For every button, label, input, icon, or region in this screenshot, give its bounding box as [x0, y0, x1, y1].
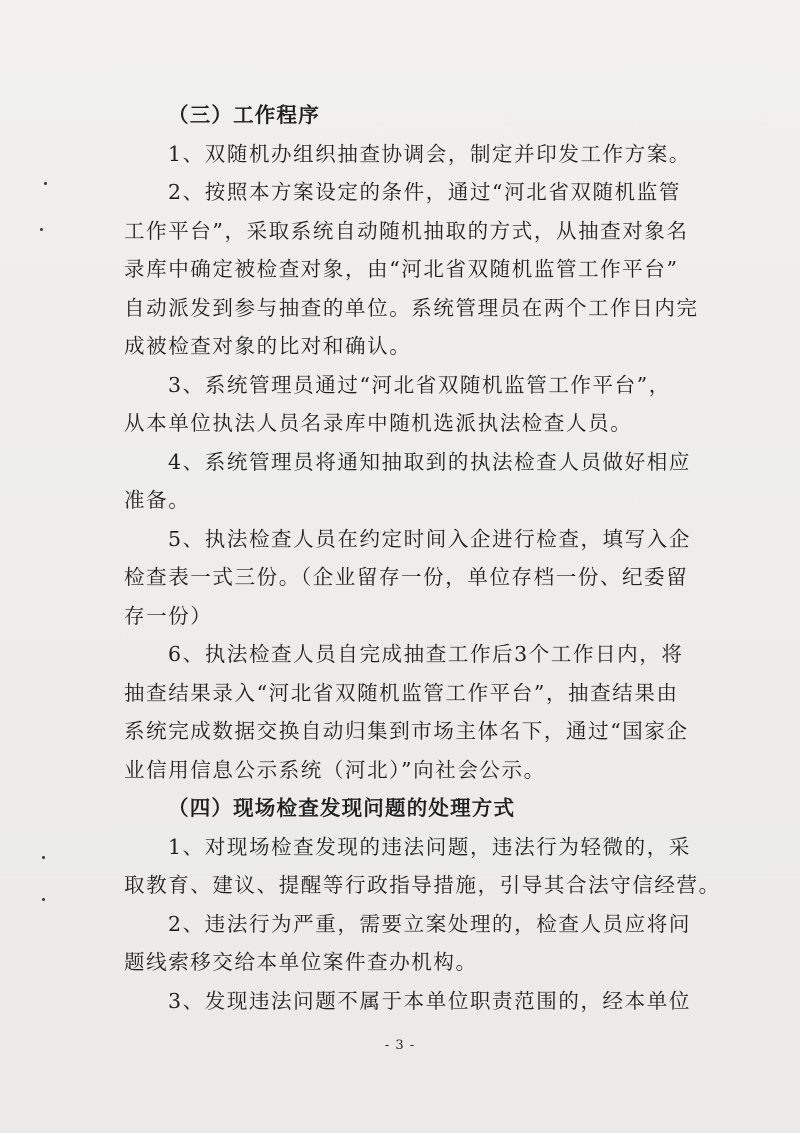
scan-speck: [44, 182, 47, 185]
paragraph-line: 录库中确定被检查对象，由“河北省双随机监管工作平台”: [124, 257, 679, 281]
paragraph-line: 从本单位执法人员名录库中随机选派执法检查人员。: [124, 411, 633, 435]
paragraph-line: 工作平台”，采取系统自动随机抽取的方式，从抽查对象名: [124, 218, 689, 243]
paragraph-line: 题线索移交给本单位案件查办机构。: [124, 950, 478, 974]
section-heading-procedure: （三）工作程序: [168, 103, 320, 127]
paragraph-line: 2、违法行为严重，需要立案处理的，检查人员应将问: [168, 911, 691, 936]
paragraph-line: 1、双随机办组织抽查协调会，制定并印发工作方案。: [168, 141, 691, 166]
section-heading-handling: （四）现场检查发现问题的处理方式: [168, 796, 516, 820]
scan-speck: [42, 856, 45, 859]
scan-speck: [40, 228, 43, 231]
paragraph-line: 准备。: [124, 488, 191, 512]
paragraph-line: 存一份）: [124, 603, 213, 628]
document-body: [124, 96, 721, 1020]
paragraph-line: 业信用信息公示系统（河北）”向社会公示。: [124, 757, 546, 782]
paragraph-line: 2、按照本方案设定的条件，通过“河北省双随机监管: [168, 180, 681, 204]
paragraph-line: 3、系统管理员通过“河北省双随机监管工作平台”，: [168, 372, 671, 397]
paragraph-line: 系统完成数据交换自动归集到市场主体名下，通过“国家企: [124, 719, 689, 743]
paragraph-line: 6、执法检查人员自完成抽查工作后3个工作日内，将: [168, 642, 684, 666]
paragraph-line: 1、对现场检查发现的违法问题，违法行为轻微的，采: [168, 834, 691, 859]
scan-speck: [42, 898, 45, 901]
paragraph-line: 4、系统管理员将通知抽取到的执法检查人员做好相应: [168, 449, 691, 474]
paragraph-line: 成被检查对象的比对和确认。: [124, 334, 412, 358]
paragraph-line: 取教育、建议、提醒等行政指导措施，引导其合法守信经营。: [124, 873, 721, 897]
paragraph-line: 检查表一式三份。（企业留存一份，单位存档一份、纪委留: [124, 565, 689, 589]
paragraph-line: 3、发现违法问题不属于本单位职责范围的，经本单位: [168, 988, 691, 1013]
paragraph-line: 抽查结果录入“河北省双随机监管工作平台”，抽查结果由: [124, 680, 679, 705]
page-number: - 3 -: [384, 1038, 416, 1053]
paragraph-line: 5、执法检查人员在约定时间入企进行检查，填写入企: [168, 526, 691, 551]
paragraph-line: 自动派发到参与抽查的单位。系统管理员在两个工作日内完: [124, 295, 699, 320]
